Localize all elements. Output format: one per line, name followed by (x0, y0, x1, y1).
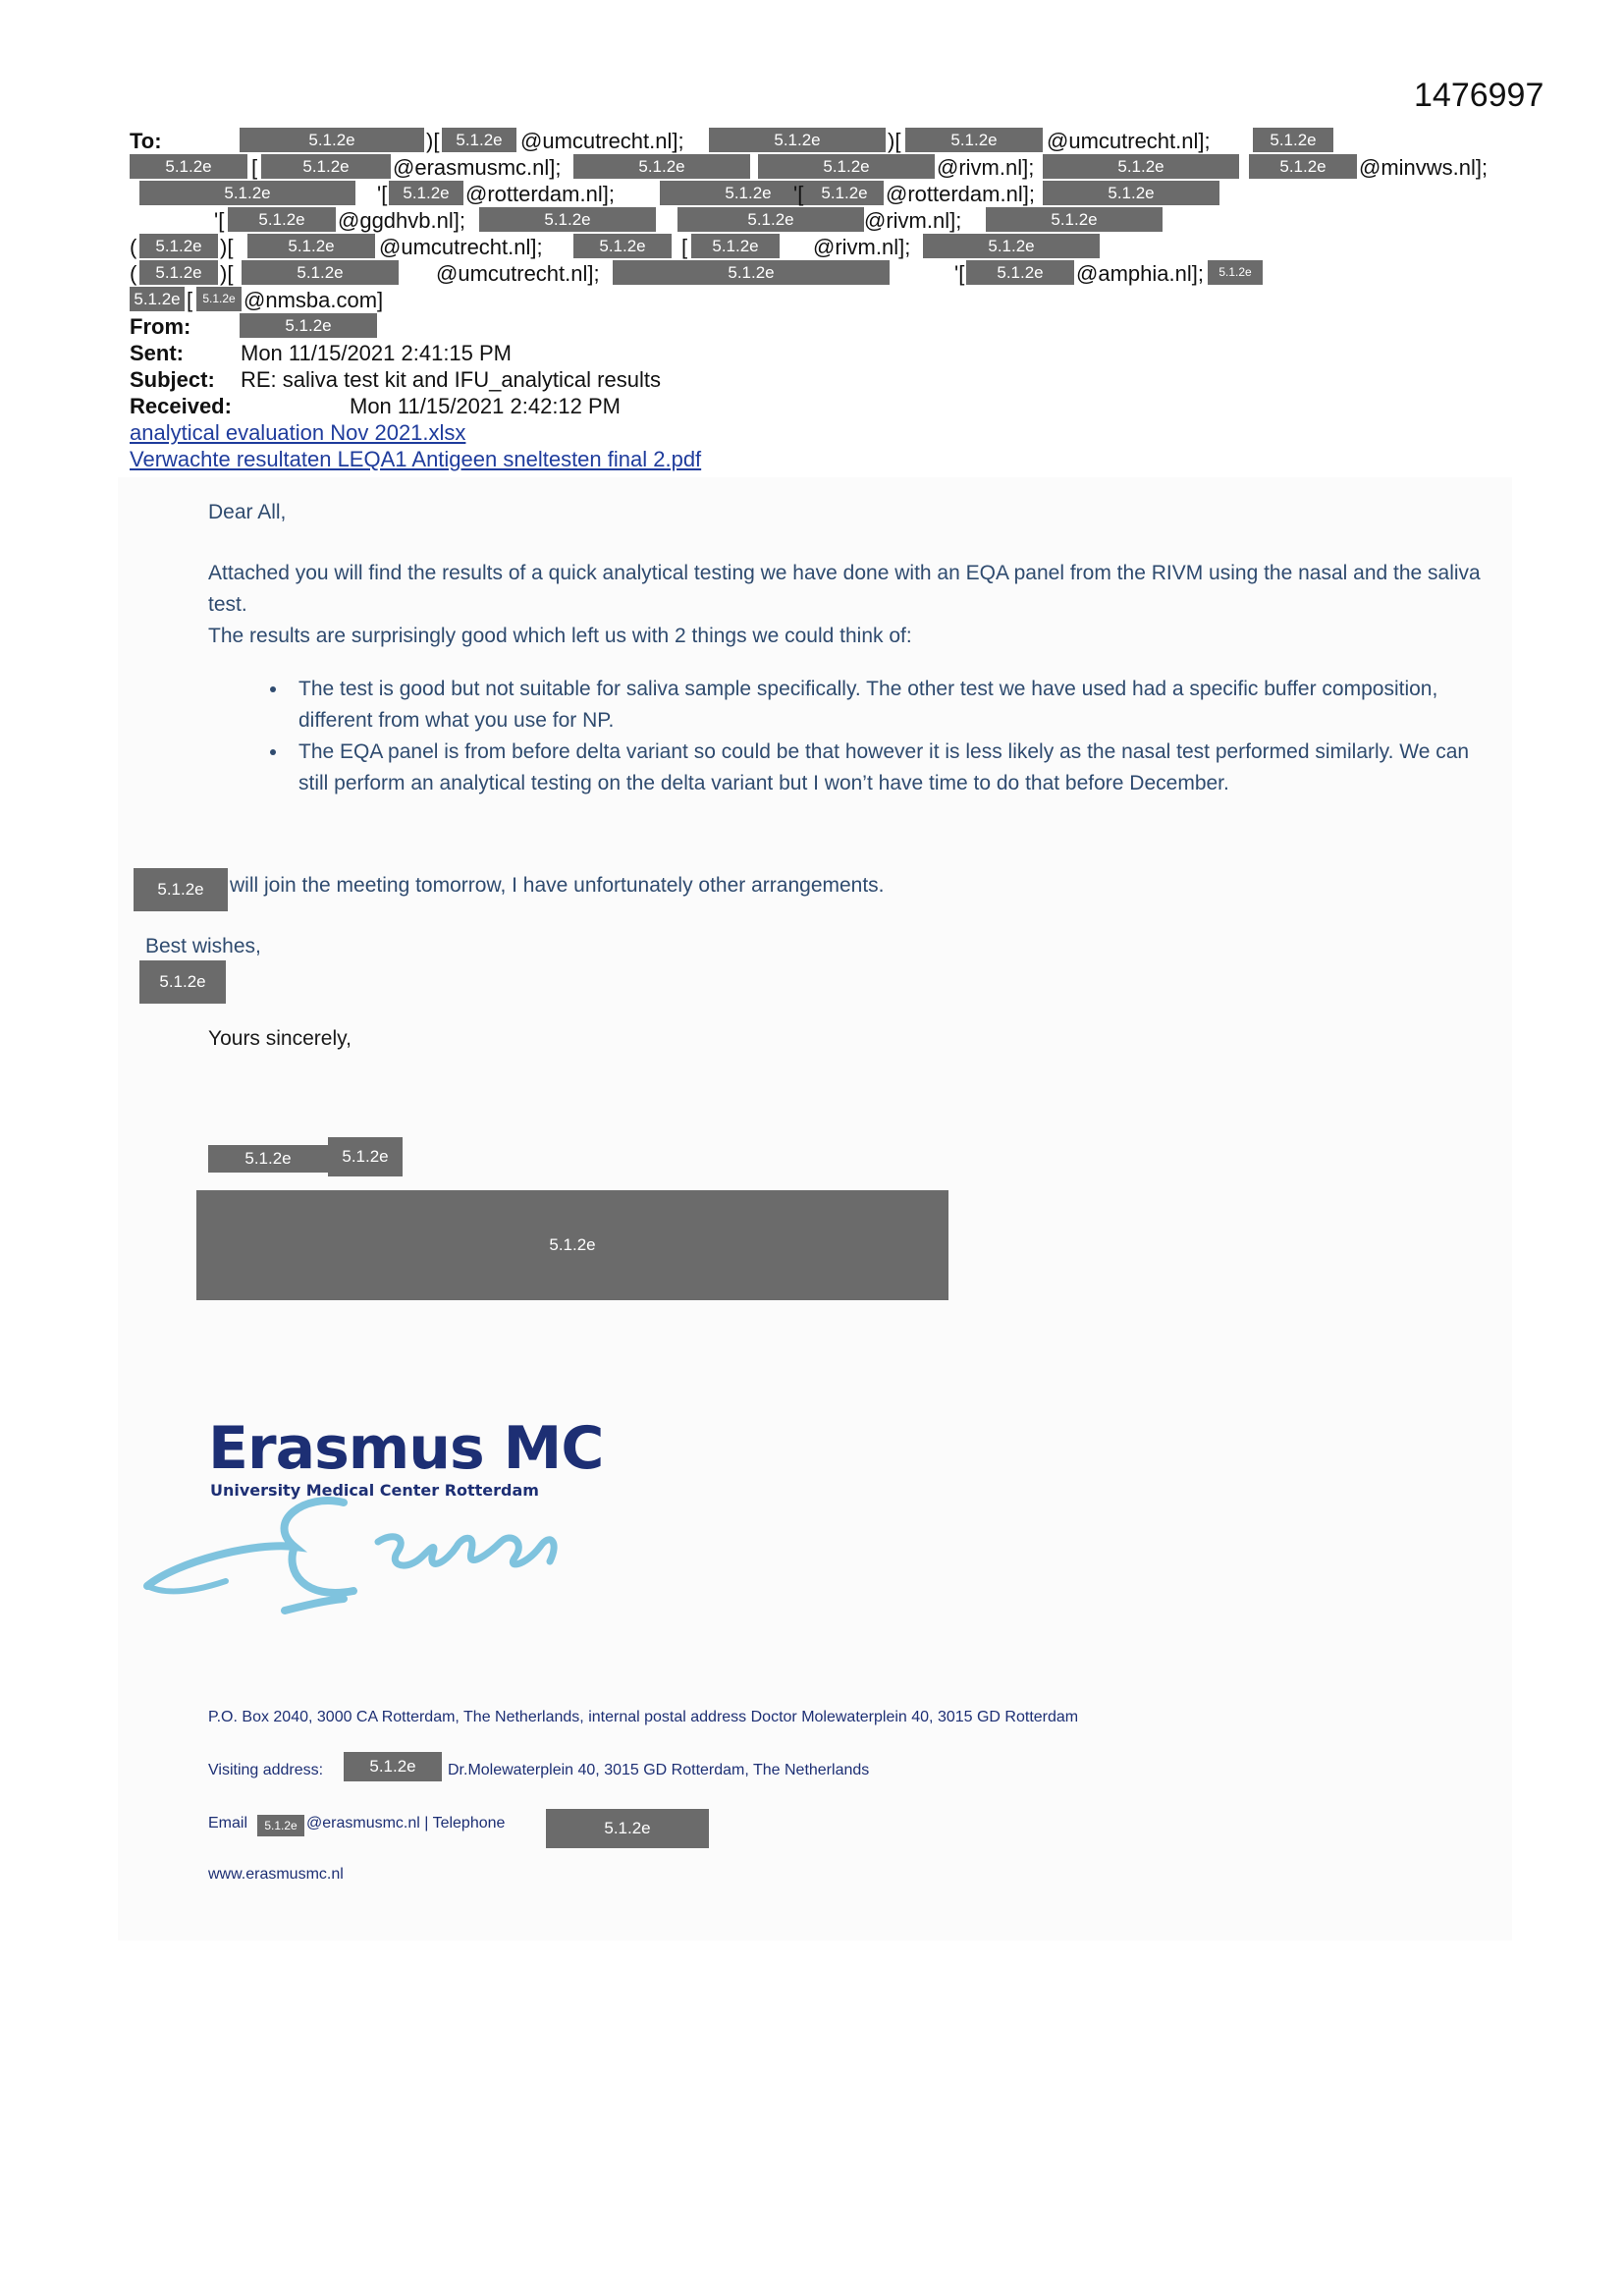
redaction-box: 5.1.2e (986, 207, 1163, 232)
to-row-2: 5.1.2e [ 5.1.2e @erasmusmc.nl]; 5.1.2e 5.1.2e @rivm.nl]; 5.1.2e 5.1.2e @minvws.nl]; (130, 154, 1524, 181)
redaction-box: 5.1.2e (344, 1752, 442, 1781)
recipient-domain: @umcutrecht.nl]; (436, 261, 600, 286)
redaction-box: 5.1.2e (966, 260, 1074, 285)
redaction-box: 5.1.2e (139, 181, 355, 205)
best-wishes: Best wishes, (145, 935, 261, 957)
redaction-box: 5.1.2e (923, 234, 1100, 258)
redaction-box: 5.1.2e (1208, 260, 1263, 285)
recipient-domain: @rivm.nl]; (813, 235, 911, 259)
redaction-box: 5.1.2e (208, 1145, 328, 1173)
received-row (130, 393, 1524, 419)
yours-sincerely: Yours sincerely, (208, 1027, 352, 1050)
email-label: Email (208, 1815, 248, 1831)
redaction-box: 5.1.2e (328, 1137, 403, 1176)
recipient-domain: @ggdhvb.nl]; (338, 208, 465, 233)
recipient-domain: @amphia.nl]; (1076, 261, 1204, 286)
redaction-box: 5.1.2e (479, 207, 656, 232)
redaction-box: 5.1.2e (139, 960, 226, 1004)
redaction-box: 5.1.2e (805, 181, 884, 205)
redaction-box: 5.1.2e (660, 181, 837, 205)
logo-subtitle: University Medical Center Rotterdam (210, 1481, 539, 1500)
sent-row (130, 340, 1524, 366)
subject-label: Subject: (130, 367, 215, 392)
recipient-domain: @erasmusmc.nl]; (393, 155, 562, 180)
redaction-box: 5.1.2e (546, 1809, 709, 1848)
visiting-address-value: Dr.Molewaterplein 40, 3015 GD Rotterdam, The Netherlands (448, 1762, 870, 1778)
attachment-row-1 (130, 419, 1524, 446)
email-domain-telephone: @erasmusmc.nl | Telephone (306, 1815, 506, 1831)
document-number: 1476997 (1414, 77, 1544, 114)
to-row-1: To: 5.1.2e )[ 5.1.2e @umcutrecht.nl]; 5.1.2e )[ 5.1.2e @umcutrecht.nl]; 5.1.2e (130, 128, 1524, 154)
redaction-box: 5.1.2e (196, 287, 242, 311)
redaction-box: 5.1.2e (442, 128, 516, 152)
to-row-3: 5.1.2e '[ 5.1.2e @rotterdam.nl]; 5.1.2e '[ 5.1.2e @rotterdam.nl]; 5.1.2e (130, 181, 1524, 207)
recipient-domain: @rivm.nl]; (864, 208, 962, 233)
redaction-box: 5.1.2e (240, 128, 424, 152)
redaction-box: 5.1.2e (196, 1190, 948, 1300)
recipient-domain: @minvws.nl]; (1359, 155, 1489, 180)
redaction-box: 5.1.2e (389, 181, 463, 205)
redaction-box: 5.1.2e (261, 154, 391, 179)
redaction-box: 5.1.2e (139, 234, 218, 258)
bullet-item: • The test is good but not suitable for saliva sample specifically. The other test we have used had a specific buffer composition, different from what you use for NP. (289, 674, 1485, 737)
attachment-row-2 (130, 446, 1524, 472)
greeting: Dear All, (208, 501, 287, 523)
recipient-domain: @rotterdam.nl]; (465, 182, 615, 206)
redaction-box: 5.1.2e (905, 128, 1043, 152)
redaction-box: 5.1.2e (613, 260, 890, 285)
from-label: From: (130, 314, 191, 339)
from-row (130, 313, 1524, 340)
sent-value: Mon 11/15/2021 2:41:15 PM (241, 341, 513, 365)
erasmus-signature-logo (137, 1463, 628, 1630)
recipient-domain: @umcutrecht.nl]; (1047, 129, 1211, 153)
recipient-domain: @rivm.nl]; (937, 155, 1035, 180)
website-link[interactable]: www.erasmusmc.nl (208, 1866, 344, 1883)
subject-value: RE: saliva test kit and IFU_analytical results (241, 367, 661, 392)
redaction-box: 5.1.2e (130, 287, 185, 311)
redaction-box: 5.1.2e (240, 313, 377, 338)
redaction-box: 5.1.2e (1253, 128, 1333, 152)
to-row-5: ( 5.1.2e )[ 5.1.2e @umcutrecht.nl]; 5.1.2e [ 5.1.2e @rivm.nl]; 5.1.2e (130, 234, 1524, 260)
received-label: Received: (130, 394, 232, 418)
recipient-domain: @umcutrecht.nl]; (520, 129, 684, 153)
redaction-box: 5.1.2e (1249, 154, 1357, 179)
redaction-box: 5.1.2e (242, 260, 399, 285)
postal-address: P.O. Box 2040, 3000 CA Rotterdam, The Netherlands, internal postal address Doctor Molewaterplein 40, 3015 GD Rotterdam (208, 1709, 1079, 1725)
attachment-link-pdf[interactable]: Verwachte resultaten LEQA1 Antigeen sneltesten final 2.pdf (130, 447, 702, 471)
logo-title: Erasmus MC (208, 1414, 604, 1483)
bullet-list (208, 674, 1485, 799)
redaction-box: 5.1.2e (1043, 154, 1239, 179)
body-paragraph-2: The results are surprisingly good which left us with 2 things we could think of: (208, 625, 912, 647)
redaction-box: 5.1.2e (573, 234, 672, 258)
attachment-link-xlsx[interactable]: analytical evaluation Nov 2021.xlsx (130, 420, 466, 445)
to-label: To: (130, 129, 162, 153)
received-value: Mon 11/15/2021 2:42:12 PM (350, 394, 622, 418)
subject-row (130, 366, 1524, 393)
redaction-box: 5.1.2e (139, 260, 218, 285)
recipient-domain: @rotterdam.nl]; (886, 182, 1035, 206)
redaction-box: 5.1.2e (228, 207, 336, 232)
redaction-box: 5.1.2e (677, 207, 864, 232)
redaction-box: 5.1.2e (709, 128, 886, 152)
to-row-4: '[ 5.1.2e @ggdhvb.nl]; 5.1.2e 5.1.2e @rivm.nl]; 5.1.2e (130, 207, 1524, 234)
email-header (130, 128, 1524, 472)
recipient-domain: @nmsba.com] (244, 288, 384, 312)
redaction-box: 5.1.2e (257, 1815, 304, 1836)
sent-label: Sent: (130, 341, 184, 365)
body-paragraph-1: Attached you will find the results of a quick analytical testing we have done with an EQA panel from the RIVM using the nasal and the saliva test. (208, 562, 1481, 616)
join-text: will join the meeting tomorrow, I have unfortunately other arrangements. (230, 874, 885, 897)
redaction-box: 5.1.2e (691, 234, 780, 258)
redaction-box: 5.1.2e (1043, 181, 1219, 205)
visiting-address-label: Visiting address: (208, 1762, 324, 1778)
redaction-box: 5.1.2e (573, 154, 750, 179)
redaction-box: 5.1.2e (130, 154, 247, 179)
to-row-6: ( 5.1.2e )[ 5.1.2e @umcutrecht.nl]; 5.1.2e '[ 5.1.2e @amphia.nl]; 5.1.2e (130, 260, 1524, 287)
recipient-domain: @umcutrecht.nl]; (379, 235, 543, 259)
redaction-box: 5.1.2e (247, 234, 375, 258)
bullet-item: • The EQA panel is from before delta variant so could be that however it is less likely as the nasal test performed similarly. We can still perform an analytical testing on the delta variant but I won’t have time to do that before December. (289, 737, 1485, 799)
email-body (208, 497, 1485, 799)
redaction-box: 5.1.2e (134, 868, 228, 911)
redaction-box: 5.1.2e (758, 154, 935, 179)
to-row-7: 5.1.2e [ 5.1.2e @nmsba.com] (130, 287, 1524, 313)
